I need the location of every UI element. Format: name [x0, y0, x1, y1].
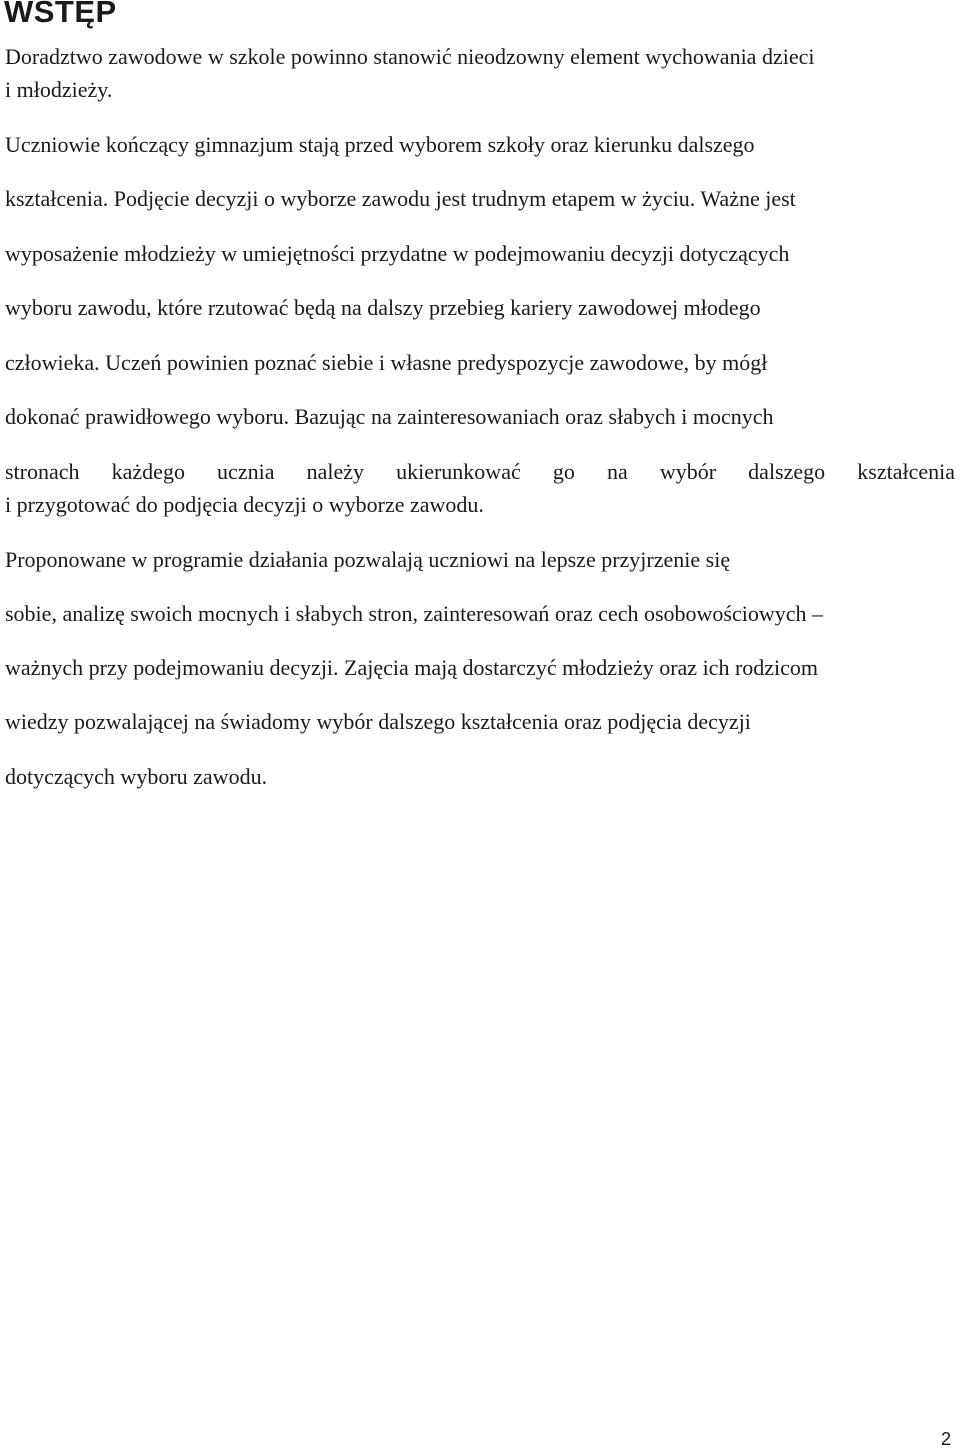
text-line: Uczniowie kończący gimnazjum stają przed wyborem szkoły oraz kierunku dalszego	[5, 132, 755, 157]
page-title: WSTĘP	[4, 0, 117, 29]
text-line: i młodzieży.	[5, 77, 113, 102]
text-line: człowieka. Uczeń powinien poznać siebie i własne predyspozycje zawodowe, by mógł	[5, 350, 768, 375]
text-line: wiedzy pozwalającej na świadomy wybór dalszego kształcenia oraz podjęcia decyzji	[5, 709, 751, 734]
text-line: wyboru zawodu, które rzutować będą na dalszy przebieg kariery zawodowej młodego	[5, 295, 761, 320]
page-number: 2	[941, 1429, 952, 1449]
text-line: sobie, analizę swoich mocnych i słabych stron, zainteresowań oraz cech osobowościowych –	[5, 601, 824, 626]
text-line: dokonać prawidłowego wyboru. Bazując na zainteresowaniach oraz słabych i mocnych	[5, 404, 774, 429]
text-line: Doradztwo zawodowe w szkole powinno stanowić nieodzowny element wychowania dzieci	[5, 44, 815, 69]
text-line: i przygotować do podjęcia decyzji o wyborze zawodu.	[5, 492, 484, 517]
text-line: dotyczących wyboru zawodu.	[5, 764, 268, 789]
text-line: Proponowane w programie działania pozwalają uczniowi na lepsze przyjrzenie się	[5, 547, 731, 572]
text-line: ważnych przy podejmowaniu decyzji. Zajęcia mają dostarczyć młodzieży oraz ich rodzicom	[5, 655, 819, 680]
text-line: stronach każdego ucznia należy ukierunkować go na wybór dalszego kształcenia	[5, 459, 955, 484]
text-line: kształcenia. Podjęcie decyzji o wyborze zawodu jest trudnym etapem w życiu. Ważne jest	[5, 186, 796, 211]
text-line: wyposażenie młodzieży w umiejętności przydatne w podejmowaniu decyzji dotyczących	[5, 241, 790, 266]
